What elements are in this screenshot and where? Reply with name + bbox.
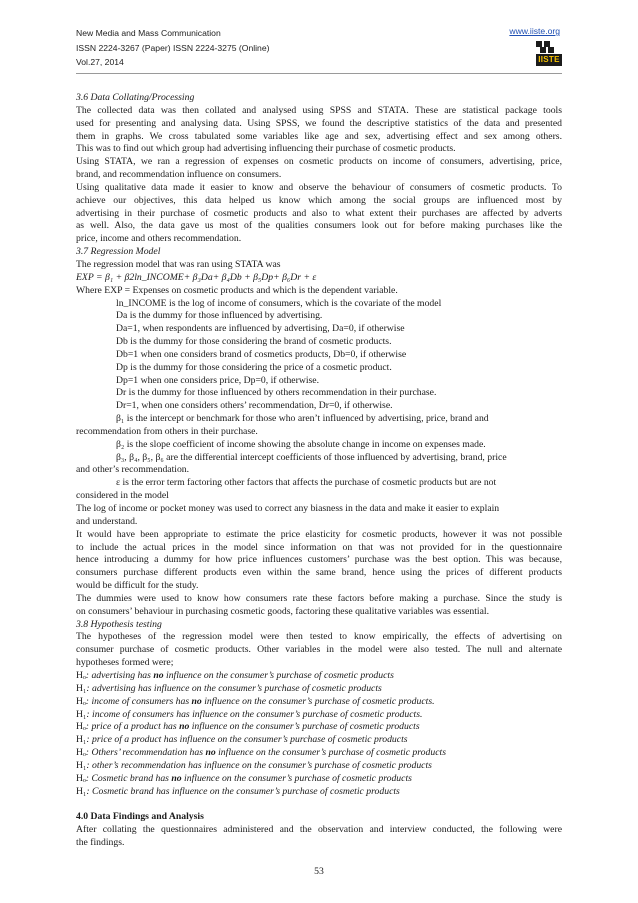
definition-line: Dp is the dummy for those considering the price of a cosmetic product. xyxy=(116,361,392,373)
paragraph-line: the findings. xyxy=(76,836,125,848)
hypothesis-line: H₁: price of a product has influence on the consumer’s purchase of cosmetic products xyxy=(76,734,408,746)
definition-line: ln_INCOME is the log of income of consumers, which is the covariate of the model xyxy=(116,297,442,309)
page-number: 53 xyxy=(314,866,324,877)
paragraph-line: It would have been appropriate to estimate the price elasticity for cosmetic products, however it was not possible xyxy=(76,528,562,540)
paragraph-line: hypotheses formed were; xyxy=(76,657,174,669)
section-heading: 3.6 Data Collating/Processing xyxy=(76,92,195,103)
journal-header xyxy=(76,26,269,70)
section-heading: 3.8 Hypothesis testing xyxy=(76,618,162,630)
hypothesis-line: H₁: income of consumers has influence on the consumer’s purchase of cosmetic products. xyxy=(76,708,423,720)
paragraph-line: consumers purchase different products even within the same brand, hence using the prices of different products xyxy=(76,567,562,579)
paragraph-line: to include the actual prices in the model since information on that was not provided for in the questionnaire xyxy=(76,541,562,553)
header-rule xyxy=(76,73,562,74)
paragraph-line: Using qualitative data made it easier to know and observe the behaviour of consumers of cosmetic products. To xyxy=(76,181,562,193)
definition-line: β₁ is the intercept or benchmark for those who aren’t influenced by advertising, price, brand and xyxy=(116,413,489,425)
article-body xyxy=(76,92,562,850)
paragraph-line: used for presenting and analysing data. Using SPSS, we found the descriptive statistics of the data and presented xyxy=(76,117,562,129)
paragraph-line: Using STATA, we ran a regression of expenses on cosmetic products on income of consumers, advertising, price, xyxy=(76,156,562,168)
paragraph-line: hence introducing a dummy for how price influences customers’ purchase was the best option. This was because, xyxy=(76,554,562,566)
paragraph-line: The collected data was then collated and analysed using SPSS and STATA. These are statistical package tools xyxy=(76,104,562,116)
paragraph-line: would be difficult for the study. xyxy=(76,580,199,592)
paragraph-line: advertising in their purchase of cosmetic products and also to what extent their purchases are affected by adverts xyxy=(76,207,562,219)
paragraph-line: recommendation from others in their purchase. xyxy=(76,425,258,437)
section-heading: 4.0 Data Findings and Analysis xyxy=(76,811,204,823)
definition-line: Db is the dummy for those considering the brand of cosmetic products. xyxy=(116,336,392,348)
hypothesis-line: H₁: advertising has influence on the consumer’s purchase of cosmetic products xyxy=(76,682,382,694)
paragraph-line: and understand. xyxy=(76,515,138,527)
journal-volume: Vol.27, 2014 xyxy=(76,57,124,68)
hypothesis-line: Hₒ: advertising has no influence on the consumer’s purchase of cosmetic products xyxy=(76,669,394,681)
paragraph-line: as well. Also, the data gave us most of the qualities consumers look out for before making purchases like the xyxy=(76,220,562,232)
section-heading: 3.7 Regression Model xyxy=(76,246,161,258)
paragraph-line: The regression model that was ran using STATA was xyxy=(76,258,281,270)
hypothesis-line: Hₒ: Others’ recommendation has no influence on the consumer’s purchase of cosmetic products xyxy=(76,747,446,759)
paragraph-line: The log of income or pocket money was used to correct any biasness in the data and make it easier to explain xyxy=(76,503,500,514)
paragraph-line: on consumers’ behaviour in purchasing cosmetic goods, factoring these qualitative variables was essential. xyxy=(76,605,490,617)
website-link[interactable]: www.iiste.org xyxy=(509,26,560,36)
paragraph-line: and other’s recommendation. xyxy=(76,464,190,476)
paragraph-line: price, income and others recommendation. xyxy=(76,233,242,245)
hypothesis-line: Hₒ: Cosmetic brand has no influence on the consumer’s purchase of cosmetic products xyxy=(76,772,412,784)
regression-equation: EXP = β₁ + β2ln_INCOME+ β₃Da+ β₄Db + β₅Dp+ β₆Dr + ε xyxy=(76,271,317,283)
paragraph-line: brand, and recommendation influence on consumers. xyxy=(76,169,282,181)
paragraph-line: This was to find out which group had advertising influencing their purchase of cosmetic products. xyxy=(76,143,456,155)
definition-line: β₂ is the slope coefficient of income showing the absolute change in income on expenses made. xyxy=(116,438,486,450)
hypothesis-line: Hₒ: income of consumers has no influence on the consumer’s purchase of cosmetic products. xyxy=(76,695,435,707)
paragraph-line: The hypotheses of the regression model were then tested to know empirically, the effects of advertising on xyxy=(76,631,562,643)
definition-line: Dr is the dummy for those influenced by others recommendation in their purchase. xyxy=(116,387,437,399)
hypothesis-line: Hₒ: price of a product has no influence on the consumer’s purchase of cosmetic products xyxy=(76,721,420,733)
definition-line: ε is the error term factoring other factors that affects the purchase of cosmetic products but are not xyxy=(116,477,497,489)
definition-line: Dr=1, when one considers others’ recommendation, Dr=0, if otherwise. xyxy=(116,400,393,412)
paragraph-line: Where EXP = Expenses on cosmetic products and which is the dependent variable. xyxy=(76,284,398,296)
hypothesis-line: H₁: Cosmetic brand has influence on the consumer’s purchase of cosmetic products xyxy=(76,785,400,797)
hypothesis-line: H₁: other’s recommendation has influence on the consumer’s purchase of cosmetic products xyxy=(76,759,432,771)
paragraph-line: them in graphs. We cross tabulated some variables like age and sex, advertising effect and sex among others. xyxy=(76,130,562,142)
definition-line: Da is the dummy for those influenced by advertising. xyxy=(116,310,323,322)
paragraph-line: The dummies were used to know how consumers rate these factors before making a purchase. Since the study is xyxy=(76,592,562,604)
definition-line: Dp=1 when one considers price, Dp=0, if otherwise. xyxy=(116,374,320,386)
definition-line: Db=1 when one considers brand of cosmetics products, Db=0, if otherwise xyxy=(116,348,407,360)
definition-line: Da=1, when respondents are influenced by advertising, Da=0, if otherwise xyxy=(116,323,405,335)
journal-title: New Media and Mass Communication xyxy=(76,28,221,38)
paragraph-line: After collating the questionnaires administered and the observation and interview conducted, the following were xyxy=(76,824,562,836)
paragraph-line: achieve our objectives, this data helped us know which among the social groups are influenced most by xyxy=(76,194,562,206)
blank-line xyxy=(76,798,562,811)
logo-text: IISTE xyxy=(536,54,562,66)
definition-line: β₃, β₄, β₅, β₆ are the differential intercept coefficients of those influenced by advertising, brand, price xyxy=(116,451,507,463)
paragraph-line: consumer purchase of cosmetic products. Other variables in the model were also tested. The null and alternate xyxy=(76,644,562,656)
iiste-logo xyxy=(536,41,562,67)
paragraph-line: considered in the model xyxy=(76,490,169,502)
journal-issn: ISSN 2224-3267 (Paper) ISSN 2224-3275 (Online) xyxy=(76,42,270,53)
